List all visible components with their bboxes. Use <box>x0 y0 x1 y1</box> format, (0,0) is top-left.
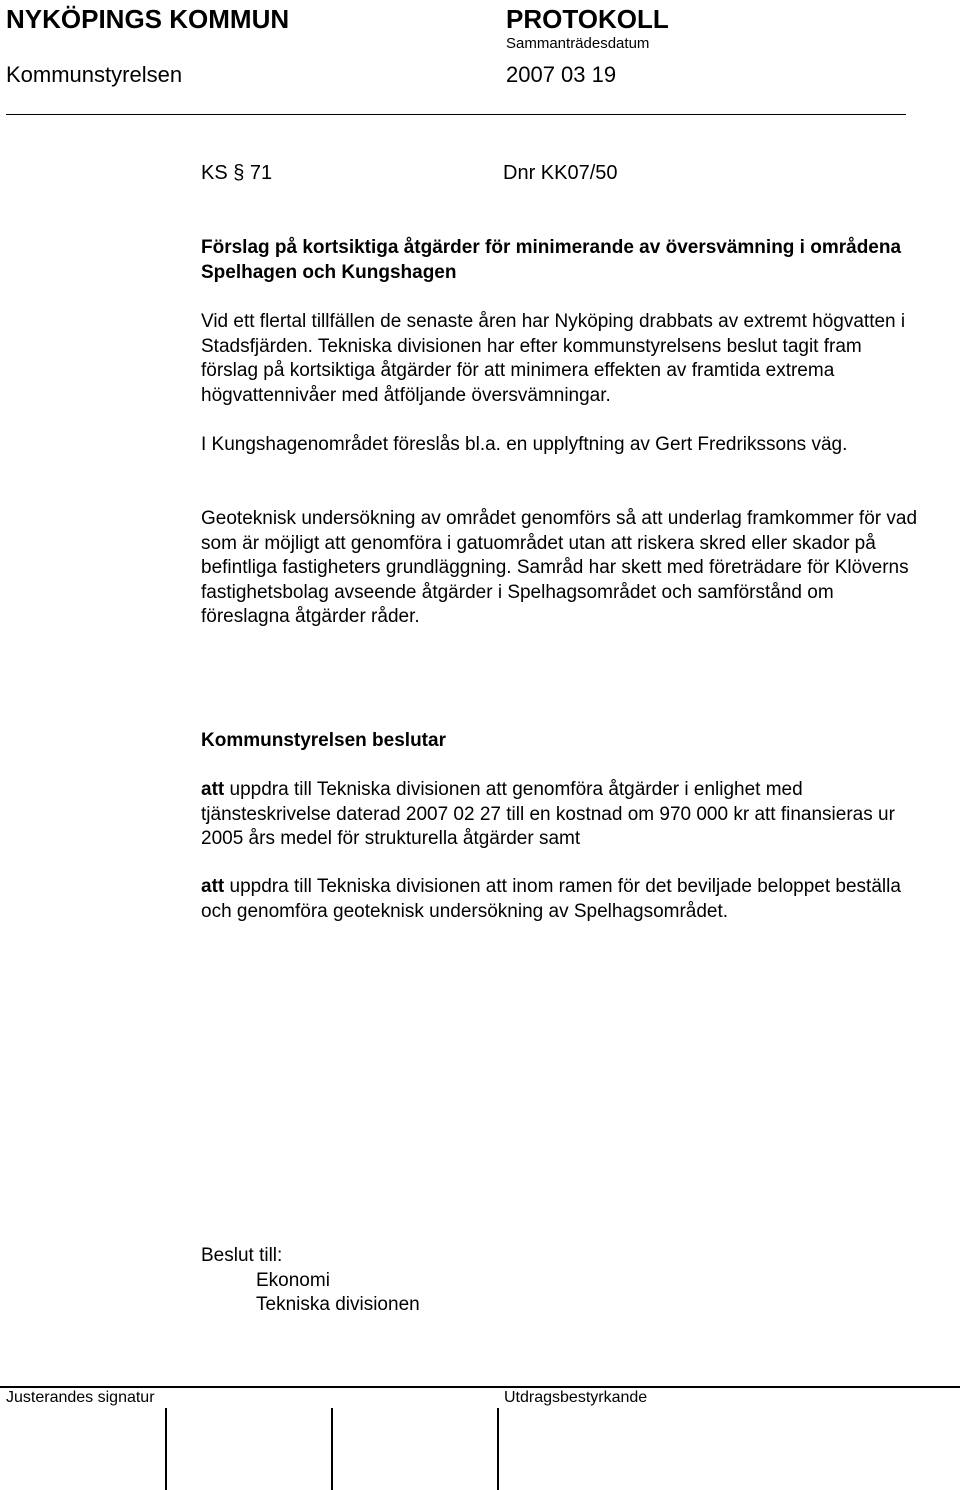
decision-text: uppdra till Tekniska divisionen att genomföra åtgärder i enlighet med tjänsteskrivelse daterad 2007 02 27 till en kostnad om 970 000 kr att finansieras ur 2005 års medel för strukturella åtgärder samt <box>201 779 895 849</box>
signature-label: Justerandes signatur <box>6 1389 155 1406</box>
recipient-item: Ekonomi <box>256 1269 330 1291</box>
paragraph-kungshagen: I Kungshagenområdet föreslås bl.a. en upplyftning av Gert Fredrikssons väg. <box>201 434 848 455</box>
recipients-label: Beslut till: <box>201 1245 283 1266</box>
body-name: Kommunstyrelsen <box>6 62 183 87</box>
decision-item <box>201 875 921 924</box>
header-divider <box>6 114 906 115</box>
decision-heading: Kommunstyrelsen beslutar <box>201 730 446 751</box>
recipients <box>201 1244 921 1318</box>
meeting-date-label: Sammanträdesdatum <box>506 35 650 52</box>
case-number: KS § 71 <box>201 162 273 184</box>
decision-keyword: att <box>201 876 225 897</box>
decision-item <box>201 778 921 852</box>
recipient-item: Tekniska divisionen <box>256 1294 420 1315</box>
diary-number: Dnr KK07/50 <box>503 162 618 184</box>
extract-label: Utdragsbestyrkande <box>504 1389 648 1406</box>
organization-name: NYKÖPINGS KOMMUN <box>6 4 290 34</box>
document-type: PROTOKOLL <box>506 4 669 34</box>
signature-box-line <box>165 1408 167 1490</box>
signature-box-line <box>497 1408 499 1490</box>
footer-divider <box>0 1386 960 1388</box>
decision-text: uppdra till Tekniska divisionen att inom ramen för det beviljade beloppet beställa och genomföra geoteknisk undersökning av Spelhagsområdet. <box>201 876 901 922</box>
case-reference <box>201 161 921 187</box>
decision-keyword: att <box>201 779 225 800</box>
paragraph-geotechnical: Geoteknisk undersökning av området genomförs så att underlag framkommer för vad som är möjligt att genomföra i gatuområdet utan att riskera skred eller skador på befintliga fastigheters grundläggning. Samråd har skett med företrädare för Klöverns fastighetsbolag avseende åtgärder i Spelhagsområdet och samförstånd om föreslagna åtgärder råder. <box>201 508 918 627</box>
paragraph-background: Vid ett flertal tillfällen de senaste åren har Nyköping drabbats av extremt högvatten i Stadsfjärden. Tekniska divisionen har efter kommunstyrelsens beslut tagit fram förslag på kortsiktiga åtgärder för att minimera effekten av framtida extrema högvattennivåer med åtföljande översvämningar. <box>201 311 906 406</box>
case-title: Förslag på kortsiktiga åtgärder för minimerande av översvämning i områdena Spelhagen och Kungshagen <box>201 237 902 283</box>
signature-box-line <box>331 1408 333 1490</box>
meeting-date: 2007 03 19 <box>506 62 617 87</box>
